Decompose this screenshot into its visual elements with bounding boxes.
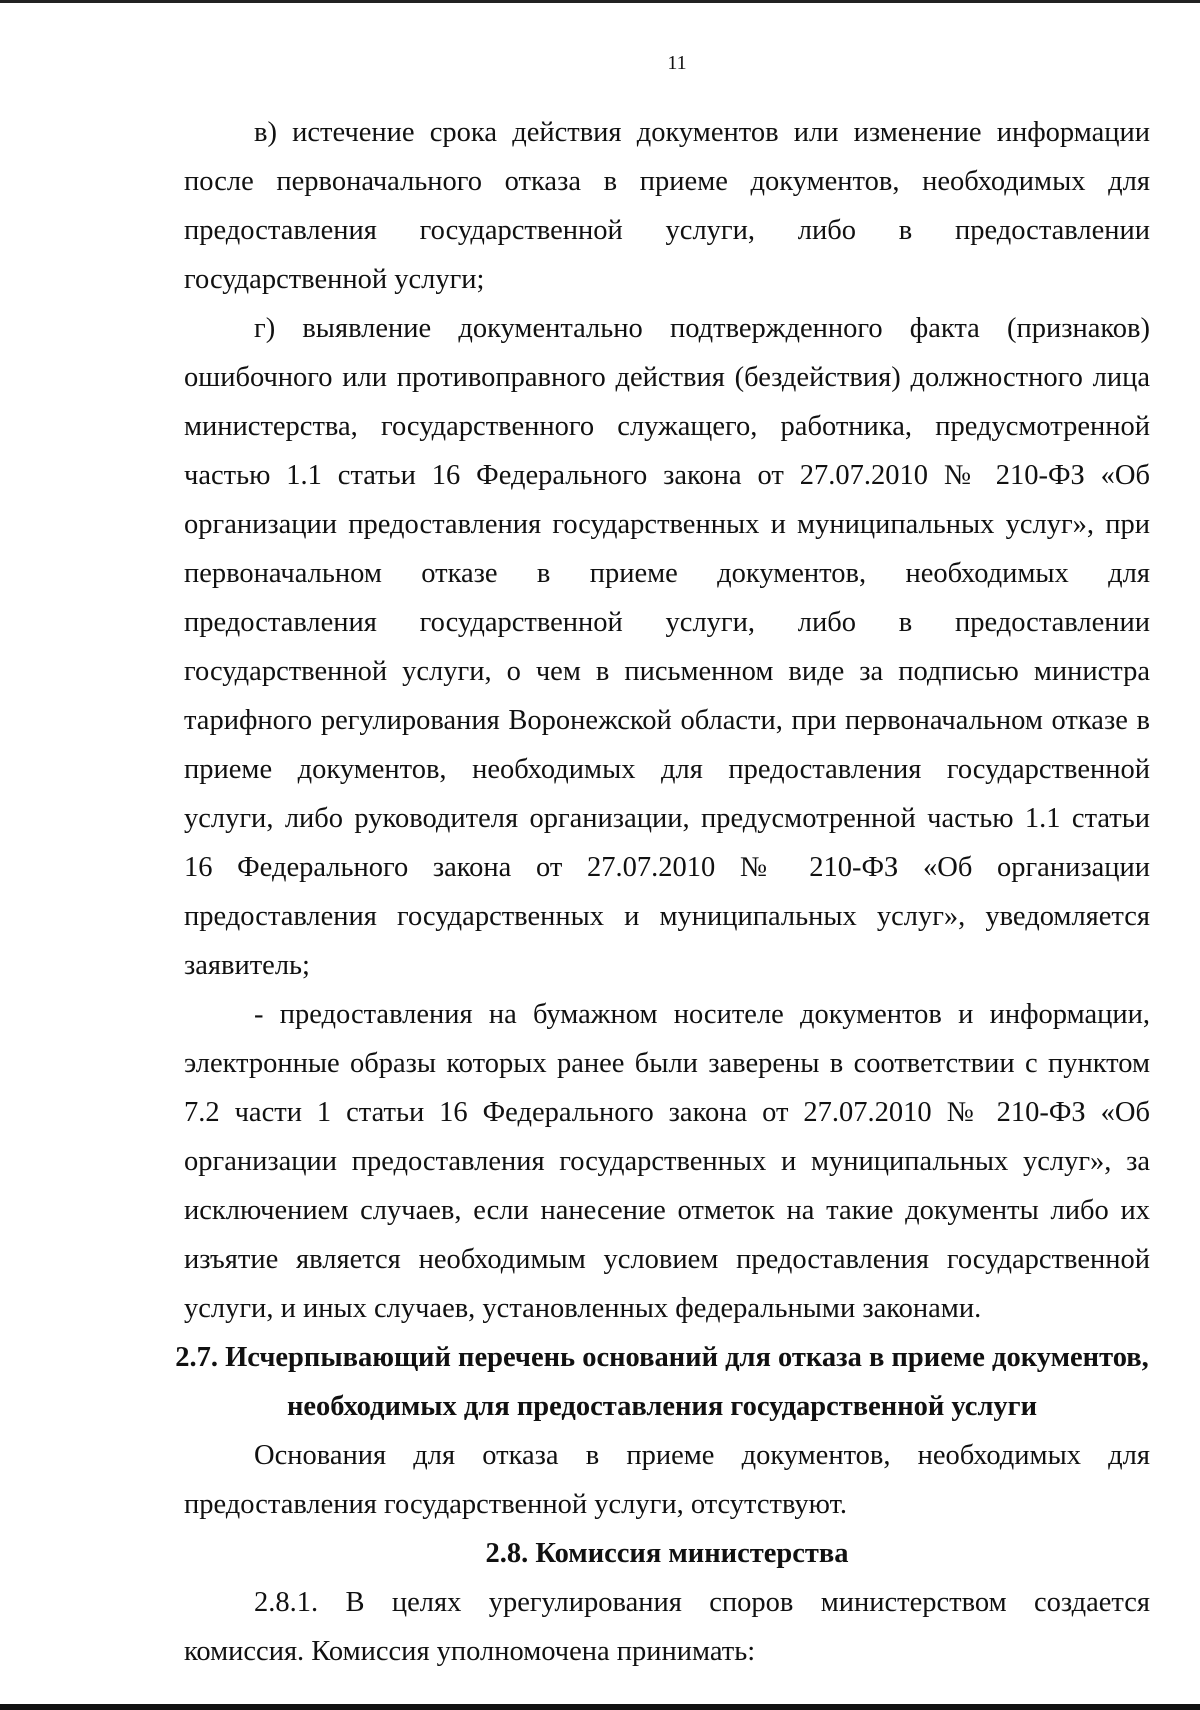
paragraph-paper-documents: - предоставления на бумажном носителе документов и информации, электронные образы которых ранее были заверены в соответствии с пунктом 7.2 части 1 статьи 16 Федерального закона от 27.07.2010 № 210-ФЗ «Об организации предоставления государственных и муниципальных услуг», за исключением случаев, если нанесение отметок на такие документы либо их изъятие является необходимым условием предоставления государственной услуги, и иных случаев, установленных федеральными законами. (184, 999, 1150, 1324)
scan-border-bottom (0, 1704, 1200, 1710)
section-heading-2-7: 2.7. Исчерпывающий перечень оснований для отказа в приеме документов, необходимых для предоставления государственной услуги (175, 1342, 1149, 1422)
section-heading-2-8: 2.8. Комиссия министерства (485, 1538, 849, 1569)
paragraph-item-v: в) истечение срока действия документов или изменение информации после первоначального отказа в приеме документов, необходимых для предоставления государственной услуги, либо в предоставлении государственной услуги; (184, 117, 1150, 295)
scan-border-top (0, 0, 1200, 3)
section-text-2-8-1: 2.8.1. В целях урегулирования споров министерством создается комиссия. Комиссия уполномочена принимать: (184, 1587, 1150, 1667)
section-text-2-7: Основания для отказа в приеме документов, необходимых для предоставления государственной услуги, отсутствуют. (184, 1440, 1150, 1520)
document-body (175, 108, 1150, 1676)
paragraph-item-g: г) выявление документально подтвержденного факта (признаков) ошибочного или противоправного действия (бездействия) должностного лица министерства, государственного служащего, работника, предусмотренной частью 1.1 статьи 16 Федерального закона от 27.07.2010 № 210-ФЗ «Об организации предоставления государственных и муниципальных услуг», при первоначальном отказе в приеме документов, необходимых для предоставления государственной услуги, либо в предоставлении государственной услуги, о чем в письменном виде за подписью министра тарифного регулирования Воронежской области, при первоначальном отказе в приеме документов, необходимых для предоставления государственной услуги, либо руководителя организации, предусмотренной частью 1.1 статьи 16 Федерального закона от 27.07.2010 № 210-ФЗ «Об организации предоставления государственных и муниципальных услуг», уведомляется заявитель; (184, 313, 1150, 981)
page-number: 11 (667, 52, 687, 74)
